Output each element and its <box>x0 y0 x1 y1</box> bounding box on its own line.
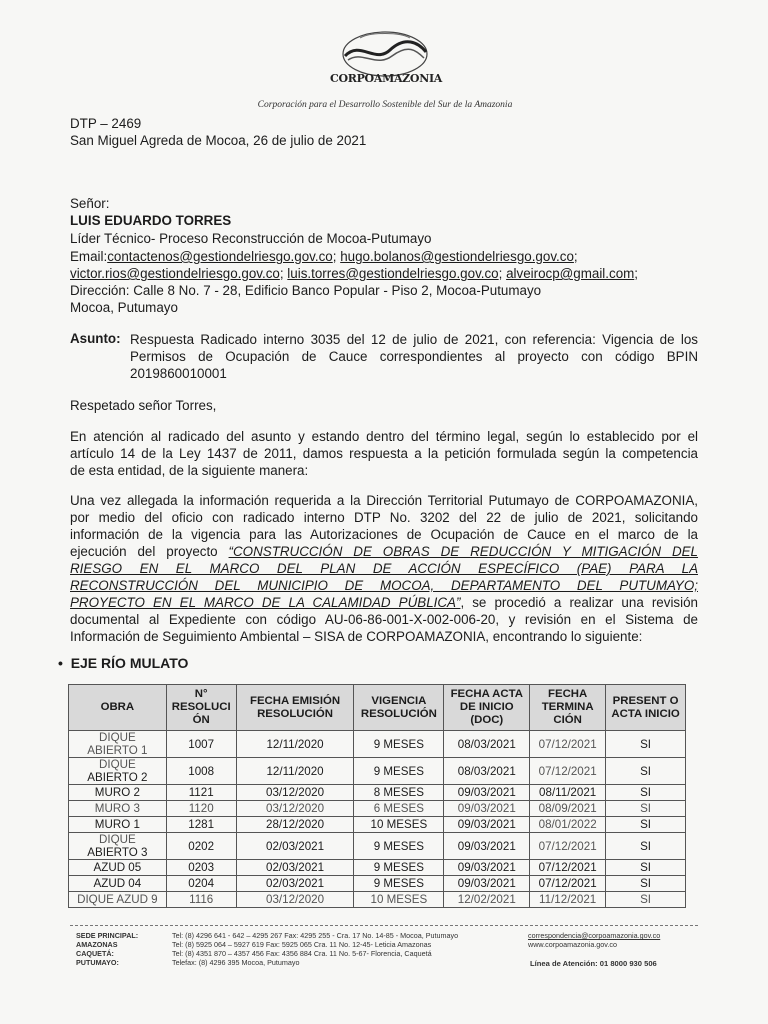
footer-contact: Tel: (8) 5925 064 – 5927 619 Fax: 5925 065 Cra. 11 No. 12-45- Leticia Amazonas <box>172 940 432 949</box>
paragraph-line <box>70 543 698 560</box>
subject-text <box>130 331 698 382</box>
table-cell: 08/11/2021 <box>530 785 606 801</box>
obra-cell <box>69 833 167 860</box>
table-cell: 07/12/2021 <box>530 876 606 892</box>
table-cell: 07/12/2021 <box>530 731 606 758</box>
section-heading <box>58 655 188 671</box>
footer-contact: Tel: (8) 4351 870 – 4357 456 Fax: 4356 884 Cra. 11 No. 5-67- Florencia, Caquetá <box>172 949 432 958</box>
obra-name: DIQUE <box>98 758 136 771</box>
project-title-fragment: PROYECTO EN EL MARCO DE LA CALAMIDAD PÚBLICA” <box>70 595 461 610</box>
table-cell: 08/03/2021 <box>444 758 530 785</box>
table-cell: SI <box>606 860 686 876</box>
table-cell: 9 MESES <box>354 758 444 785</box>
obra-cell: MURO 1 <box>69 817 167 833</box>
recipient-name: LUIS EDUARDO TORRES <box>70 213 232 228</box>
table-cell: 9 MESES <box>354 731 444 758</box>
column-header: FECHA TERMINA CIÓN <box>530 685 606 731</box>
table-cell: 02/03/2021 <box>236 833 354 860</box>
table-cell: 0202 <box>166 833 236 860</box>
table-cell: 08/03/2021 <box>444 731 530 758</box>
footer-hotline: Línea de Atención: 01 8000 930 506 <box>530 959 657 968</box>
table-cell: 12/11/2020 <box>236 758 354 785</box>
table-cell: 8 MESES <box>354 785 444 801</box>
table-cell: 12/11/2020 <box>236 731 354 758</box>
paragraph-line: En atención al radicado del asunto y estando dentro del término legal, según lo establecido por el <box>70 429 698 444</box>
table-cell: 10 MESES <box>354 817 444 833</box>
paragraph-fragment: ejecución del proyecto <box>70 544 229 559</box>
tagline: Corporación para el Desarrollo Sostenible del Sur de la Amazonia <box>257 100 513 110</box>
table-cell: 1116 <box>166 892 236 908</box>
obra-name: DIQUE <box>98 833 136 846</box>
paragraph-line: de esta entidad, de la siguiente manera: <box>70 463 309 478</box>
table-cell: 02/03/2021 <box>236 860 354 876</box>
table-row <box>69 817 686 833</box>
column-header: FECHA ACTA DE INICIO (DOC) <box>444 685 530 731</box>
table-cell: 07/12/2021 <box>530 758 606 785</box>
project-title-fragment: “CONSTRUCCIÓN DE OBRAS DE REDUCCIÓN Y MITIGACIÓN DEL <box>228 544 699 559</box>
table-cell: 09/03/2021 <box>444 801 530 817</box>
email-label: Email: <box>70 249 108 264</box>
email-line-2: victor.rios@gestiondelriesgo.gov.co; luis.torres@gestiondelriesgo.gov.co; alveirocp@gmail.com; <box>70 266 639 281</box>
logo-text: CORPOAMAZONIA <box>330 72 443 85</box>
obra-cell <box>69 758 167 785</box>
column-header: N° RESOLUCI ÓN <box>166 685 236 731</box>
table-cell: SI <box>606 817 686 833</box>
email-link-1[interactable]: contactenos@gestiondelriesgo.gov.co <box>107 249 333 264</box>
obra-name: DIQUE <box>98 731 136 744</box>
table-cell: 11/12/2021 <box>530 892 606 908</box>
paragraph-2 <box>70 492 698 645</box>
column-header: OBRA <box>69 685 167 731</box>
table-cell: SI <box>606 785 686 801</box>
recipient-address: Dirección: Calle 8 No. 7 - 28, Edificio Banco Popular - Piso 2, Mocoa-Putumayo <box>70 283 542 298</box>
paragraph-line: documental al Expediente con código AU-06-86-001-X-002-006-20, y revisión en el Sistema de <box>70 612 698 627</box>
salutation: Señor: <box>70 196 110 211</box>
footer-office-contacts <box>172 931 458 967</box>
table-row <box>69 801 686 817</box>
document-reference: DTP – 2469 <box>70 116 142 131</box>
subject-line: 2019860010001 <box>130 366 227 381</box>
table-row <box>69 731 686 758</box>
table-cell: 09/03/2021 <box>444 860 530 876</box>
paragraph-fragment: , se procedió a realizar una revisión <box>460 595 698 610</box>
table-cell: 9 MESES <box>354 876 444 892</box>
table-cell: 1007 <box>166 731 236 758</box>
subject-line: Permisos de Ocupación de Cauce correspondientes al proyecto con código BPIN <box>130 349 698 364</box>
obra-name: ABIERTO 1 <box>87 744 148 757</box>
table-cell: 07/12/2021 <box>530 860 606 876</box>
paragraph-line: información de la vigencia para las Autorizaciones de Ocupación de Cauce en el marco de la <box>70 527 698 542</box>
footer-divider <box>70 925 698 926</box>
table-cell: 12/02/2021 <box>444 892 530 908</box>
footer-contact: Telefax: (8) 4296 395 Mocoa, Putumayo <box>172 958 300 967</box>
table-cell: 03/12/2020 <box>236 892 354 908</box>
project-title-line: RIESGO EN EL MARCO DEL PLAN DE ACCIÓN ESPECÍFICO (PAE) PARA LA <box>70 561 698 576</box>
email-link-3[interactable]: victor.rios@gestiondelriesgo.gov.co <box>70 266 280 281</box>
footer-label: SEDE PRINCIPAL: <box>76 931 139 940</box>
obra-name: ABIERTO 3 <box>87 846 148 859</box>
table-cell: 07/12/2021 <box>530 833 606 860</box>
table-cell: SI <box>606 731 686 758</box>
section-title: EJE RÍO MULATO <box>70 655 189 671</box>
table-cell: SI <box>606 801 686 817</box>
subject-line: Respuesta Radicado interno 3035 del 12 de julio de 2021, con referencia: Vigencia de los <box>130 332 698 347</box>
table-row <box>69 876 686 892</box>
footer-web-link[interactable]: www.corpoamazonia.gov.co <box>528 940 617 949</box>
greeting: Respetado señor Torres, <box>70 398 217 413</box>
obra-name: ABIERTO 2 <box>87 771 148 784</box>
obra-cell: DIQUE AZUD 9 <box>69 892 167 908</box>
table-cell: SI <box>606 892 686 908</box>
footer-web-contacts <box>528 931 660 949</box>
table-row <box>69 758 686 785</box>
obra-cell: MURO 3 <box>69 801 167 817</box>
table-cell: 1281 <box>166 817 236 833</box>
place-date: San Miguel Agreda de Mocoa, 26 de julio de 2021 <box>70 133 367 148</box>
resolutions-table <box>68 684 686 908</box>
obra-cell: AZUD 04 <box>69 876 167 892</box>
paragraph-1 <box>70 428 698 479</box>
table-cell: SI <box>606 833 686 860</box>
obra-cell: AZUD 05 <box>69 860 167 876</box>
table-cell: 9 MESES <box>354 860 444 876</box>
table-row <box>69 892 686 908</box>
table-cell: 1121 <box>166 785 236 801</box>
paragraph-line: por medio del oficio con radicado interno DTP No. 3202 del 22 de julio de 2021, solicitando <box>70 510 698 525</box>
table-cell: 03/12/2020 <box>236 785 354 801</box>
table-cell: 6 MESES <box>354 801 444 817</box>
subject-label: Asunto: <box>70 331 121 346</box>
table-cell: 9 MESES <box>354 833 444 860</box>
bullet-icon: • <box>58 655 63 671</box>
paragraph-line: artículo 14 de la Ley 1437 de 2011, damos respuesta a la petición formulada según la competencia <box>70 446 698 461</box>
paragraph-line: Una vez allegada la información requerida a la Dirección Territorial Putumayo de CORPOAMAZONIA, <box>70 493 698 508</box>
table-cell: 09/03/2021 <box>444 785 530 801</box>
corpoamazonia-logo <box>330 20 443 105</box>
obra-cell <box>69 731 167 758</box>
table-row <box>69 785 686 801</box>
table-cell: 02/03/2021 <box>236 876 354 892</box>
table-cell: 10 MESES <box>354 892 444 908</box>
paragraph-line: Información de Seguimiento Ambiental – SISA de CORPOAMAZONIA, encontrando lo siguiente: <box>70 629 643 644</box>
footer-email-link[interactable]: correspondencia@corpoamazonia.gov.co <box>528 931 661 940</box>
email-link-5[interactable]: alveirocp@gmail.com <box>506 266 635 281</box>
email-line-1: Email:contactenos@gestiondelriesgo.gov.co; hugo.bolanos@gestiondelriesgo.gov.co; <box>70 249 578 264</box>
table-cell: 1008 <box>166 758 236 785</box>
footer-label: PUTUMAYO: <box>76 958 119 967</box>
table-cell: 09/03/2021 <box>444 833 530 860</box>
column-header: FECHA EMISIÓN RESOLUCIÓN <box>236 685 354 731</box>
table-cell: SI <box>606 876 686 892</box>
footer-label: CAQUETÁ: <box>76 949 114 958</box>
obra-cell: MURO 2 <box>69 785 167 801</box>
table-cell: 1120 <box>166 801 236 817</box>
table-row <box>69 833 686 860</box>
project-title-line: RECONSTRUCCIÓN DEL MUNICIPIO DE MOCOA, DEPARTAMENTO DEL PUTUMAYO; <box>70 578 698 593</box>
table-cell: 0204 <box>166 876 236 892</box>
column-header: PRESENT O ACTA INICIO <box>606 685 686 731</box>
table-cell: 03/12/2020 <box>236 801 354 817</box>
footer-office-labels <box>76 931 138 967</box>
footer-contact: Tel: (8) 4296 641 - 642 – 4295 267 Fax: 4295 255 - Cra. 17 No. 14-85 - Mocoa, Putumayo <box>172 931 459 940</box>
table-cell: 28/12/2020 <box>236 817 354 833</box>
paragraph-line <box>70 594 698 611</box>
table-cell: 09/03/2021 <box>444 817 530 833</box>
email-link-2[interactable]: hugo.bolanos@gestiondelriesgo.gov.co <box>340 249 574 264</box>
email-link-4[interactable]: luis.torres@gestiondelriesgo.gov.co <box>287 266 499 281</box>
table-cell: 08/01/2022 <box>530 817 606 833</box>
footer-label: AMAZONAS <box>76 940 118 949</box>
table-cell: 0203 <box>166 860 236 876</box>
table-cell: 08/09/2021 <box>530 801 606 817</box>
recipient-role: Líder Técnico- Proceso Reconstrucción de Mocoa-Putumayo <box>70 231 432 246</box>
table-header-row <box>69 685 686 731</box>
table-cell: SI <box>606 758 686 785</box>
table-row <box>69 860 686 876</box>
table-cell: 09/03/2021 <box>444 876 530 892</box>
recipient-city: Mocoa, Putumayo <box>70 300 178 315</box>
column-header: VIGENCIA RESOLUCIÓN <box>354 685 444 731</box>
